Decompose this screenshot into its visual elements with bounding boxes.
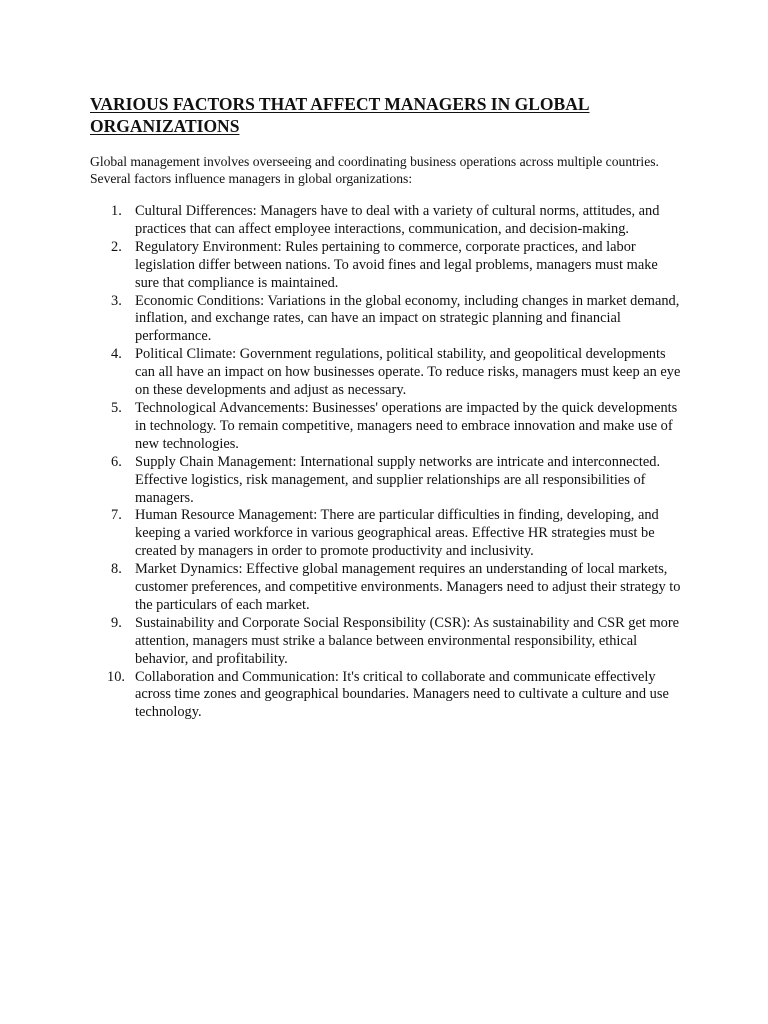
list-item-text: Cultural Differences: Managers have to deal with a variety of cultural norms, attitudes, and practices that can affect employee interactions, communication, and decision-making. (135, 203, 660, 237)
list-item-text: Political Climate: Government regulations, political stability, and geopolitical developments can all have an impact on how businesses operate. To reduce risks, managers must keep an eye on these developments and adjust as necessary. (135, 346, 681, 399)
intro-paragraph: Global management involves overseeing and coordinating business operations across multiple countries. Several factors influence managers in global organizations: (90, 154, 659, 186)
list-item (90, 669, 682, 723)
document-body (90, 93, 682, 722)
list-item-text: Regulatory Environment: Rules pertaining to commerce, corporate practices, and labor legislation differ between nations. To avoid fines and legal problems, managers must make sure that compliance is maintained. (135, 238, 658, 291)
list-item-number: 3. (111, 292, 122, 309)
list-item (90, 203, 682, 239)
list-item-number: 8. (111, 561, 122, 578)
list-item-number: 5. (111, 399, 122, 416)
list-item (90, 400, 682, 454)
list-item-number: 1. (111, 203, 122, 219)
list-item-number: 7. (111, 507, 122, 524)
list-item (90, 239, 682, 293)
list-item-number: 9. (111, 614, 122, 631)
list-item (90, 346, 682, 400)
list-item-text: Market Dynamics: Effective global management requires an understanding of local markets, customer preferences, and competitive environments. Managers need to adjust their strategy to the particulars of each market. (135, 561, 681, 613)
list-item-number: 2. (111, 238, 122, 255)
list-item-number: 4. (111, 346, 122, 363)
list-item-text: Collaboration and Communication: It's critical to collaborate and communicate effectively across time zones and geographical boundaries. Managers need to cultivate a culture and use technology. (135, 668, 669, 721)
list-item-number: 6. (111, 453, 122, 470)
list-item-text: Sustainability and Corporate Social Responsibility (CSR): As sustainability and CSR get more attention, managers must strike a balance between environmental responsibility, ethical behavior, and profitability. (135, 614, 680, 667)
list-item-text: Human Resource Management: There are particular difficulties in finding, developing, and keeping a varied workforce in various geographical areas. Effective HR strategies must be created by managers in order to promote productivity and inclusivity. (135, 507, 659, 560)
factors-list (90, 203, 682, 722)
list-item (90, 561, 682, 615)
list-item-text: Economic Conditions: Variations in the global economy, including changes in market demand, inflation, and exchange rates, can have an impact on strategic planning and financial performance. (135, 292, 680, 345)
list-item-number: 10. (107, 668, 125, 685)
document-title: VARIOUS FACTORS THAT AFFECT MANAGERS IN GLOBAL ORGANIZATIONS (90, 94, 590, 136)
list-item (90, 293, 682, 347)
list-item (90, 615, 682, 669)
list-item-text: Technological Advancements: Businesses' operations are impacted by the quick developments in technology. To remain competitive, managers need to embrace innovation and make use of new technologies. (135, 399, 678, 452)
list-item (90, 507, 682, 561)
list-item (90, 454, 682, 508)
list-item-text: Supply Chain Management: International supply networks are intricate and interconnected. Effective logistics, risk management, and supplier relationships are all responsibilities of managers. (135, 453, 661, 506)
